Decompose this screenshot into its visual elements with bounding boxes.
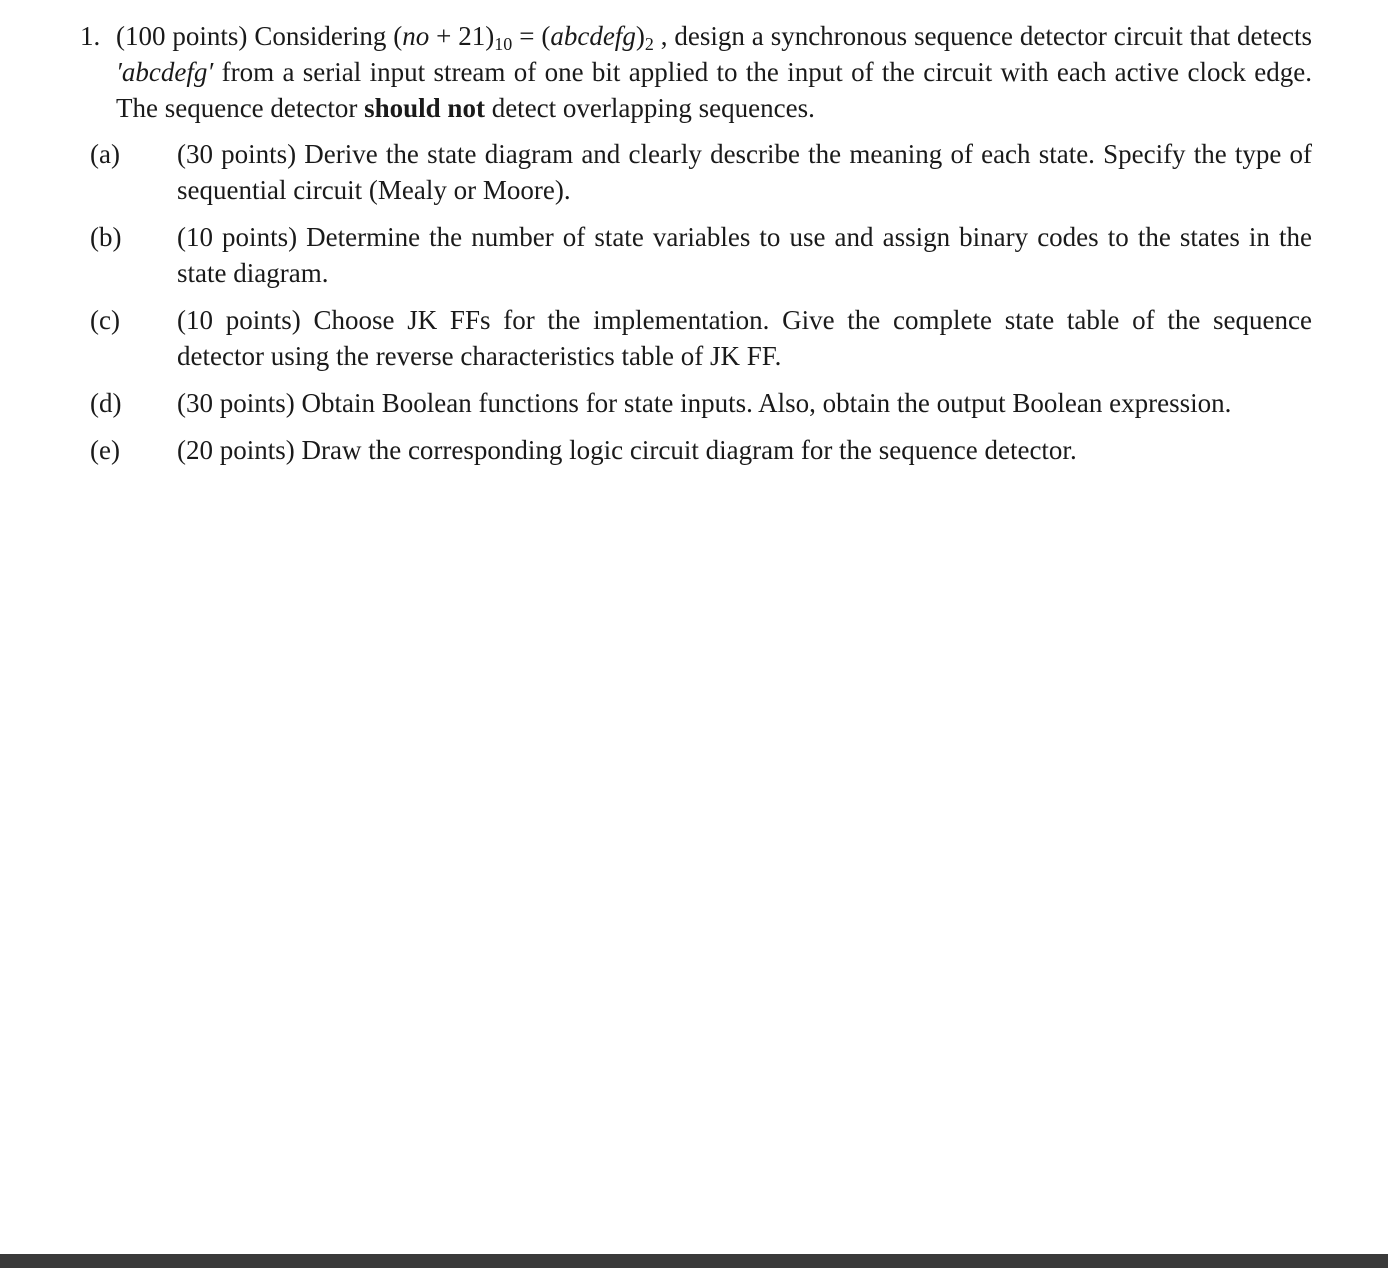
problem-intro-end: detect overlapping sequences.	[484, 93, 815, 123]
equation: $(no + 21)_{10}$ = $(abcdefg)_2$	[393, 21, 654, 54]
sub-question-text: (10 points) Choose JK FFs for the implementation. Give the complete state table of the sequence detector using the reverse characteristics table of JK FF.	[177, 305, 1312, 371]
sub-question-text: (20 points) Draw the corresponding logic circuit diagram for the sequence detector.	[177, 435, 1077, 465]
problem-points: (100 points)	[116, 21, 248, 51]
sub-question-tag: (e)	[90, 435, 120, 465]
sub-question-text: (10 points) Determine the number of state variables to use and assign binary codes to the states in the state diagram.	[177, 222, 1312, 288]
sub-question-tag: (a)	[90, 139, 120, 169]
sub-question-c	[80, 302, 1312, 374]
sub-questions-list	[80, 136, 1312, 468]
emphasis-should-not: should not	[364, 93, 485, 123]
sub-question-a	[80, 136, 1312, 208]
sub-question-b	[80, 219, 1312, 291]
problem-intro-middle: from a serial input stream of one bit applied to the input of the circuit with each active clock edge. The sequence detector	[116, 57, 1312, 123]
sub-question-tag: (c)	[90, 305, 120, 335]
sub-question-text: (30 points) Derive the state diagram and clearly describe the meaning of each state. Specify the type of sequential circuit (Mealy or Moore).	[177, 139, 1312, 205]
sequence-quoted: ′abcdefg′	[116, 57, 214, 87]
sub-question-d	[80, 385, 1312, 421]
window-bottom-edge	[0, 1254, 1388, 1268]
problem-number: 1.	[80, 21, 101, 51]
sub-question-tag: (d)	[90, 388, 122, 418]
sub-question-tag: (b)	[90, 222, 122, 252]
sub-question-text: (30 points) Obtain Boolean functions for state inputs. Also, obtain the output Boolean expression.	[177, 388, 1232, 418]
problem-intro-prefix: Considering	[254, 21, 387, 51]
problem-statement	[116, 18, 1312, 126]
problem-1	[80, 18, 1312, 479]
problem-intro-after-eq: , design a synchronous sequence detector circuit that detects	[653, 21, 1313, 51]
sub-question-e	[80, 432, 1312, 468]
